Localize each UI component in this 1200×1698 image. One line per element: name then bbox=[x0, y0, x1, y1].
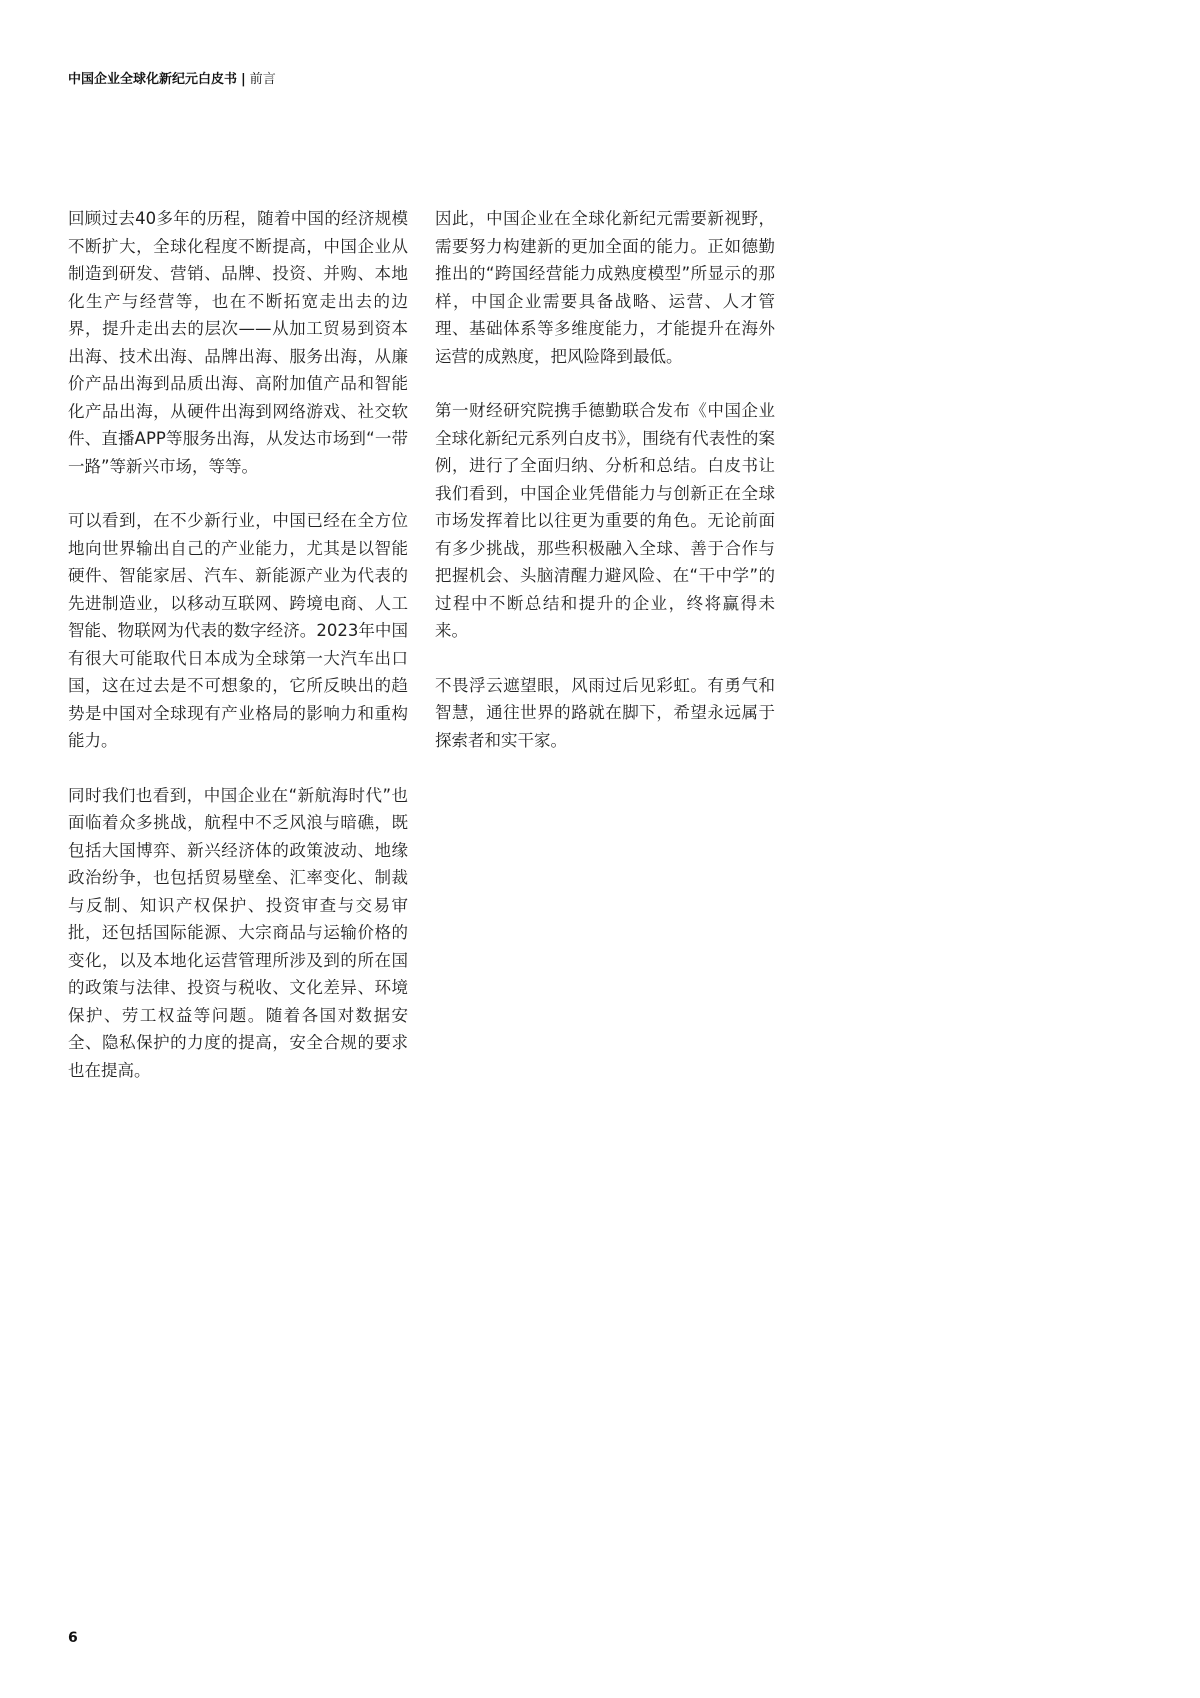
section-name: 前言 bbox=[249, 72, 276, 87]
header-separator: | bbox=[241, 72, 246, 87]
document-title: 中国企业全球化新纪元白皮书 bbox=[68, 72, 238, 87]
paragraph: 回顾过去40多年的历程，随着中国的经济规模不断扩大，全球化程度不断提高，中国企业从制造到研发、营销、品牌、投资、并购、本地化生产与经营等，也在不断拓宽走出去的边界，提升走出去的层次——从加工贸易到资本出海、技术出海、品牌出海、服务出海，从廉价产品出海到品质出海、高附加值产品和智能化产品出海，从硬件出海到网络游戏、社交软件、直播APP等服务出海，从发达市场到“一带一路”等新兴市场，等等。 bbox=[68, 209, 408, 476]
paragraph: 第一财经研究院携手德勤联合发布《中国企业全球化新纪元系列白皮书》，围绕有代表性的案例，进行了全面归纳、分析和总结。白皮书让我们看到，中国企业凭借能力与创新正在全球市场发挥着比以往更为重要的角色。无论前面有多少挑战，那些积极融入全球、善于合作与把握机会、头脑清醒力避风险、在“干中学”的过程中不断总结和提升的企业，终将赢得未来。 bbox=[435, 401, 775, 640]
paragraph: 不畏浮云遮望眼，风雨过后见彩虹。有勇气和智慧，通往世界的路就在脚下，希望永远属于探索者和实干家。 bbox=[435, 675, 775, 750]
paragraph: 同时我们也看到，中国企业在“新航海时代”也面临着众多挑战，航程中不乏风浪与暗礁，既包括大国博弈、新兴经济体的政策波动、地缘政治纷争，也包括贸易壁垒、汇率变化、制裁与反制、知识产权保护、投资审查与交易审批，还包括国际能源、大宗商品与运输价格的变化，以及本地化运营管理所涉及到的所在国的政策与法律、投资与税收、文化差异、环境保护、劳工权益等问题。随着各国对数据安全、隐私保护的力度的提高，安全合规的要求也在提高。 bbox=[68, 785, 408, 1080]
running-header bbox=[68, 68, 276, 87]
page-number: 6 bbox=[68, 1630, 78, 1646]
left-text-column bbox=[68, 205, 408, 1111]
paragraph: 可以看到，在不少新行业，中国已经在全方位地向世界输出自己的产业能力，尤其是以智能硬件、智能家居、汽车、新能源产业为代表的先进制造业，以移动互联网、跨境电商、人工智能、物联网为代表的数字经济。2023年中国有很大可能取代日本成为全球第一大汽车出口国，这在过去是不可想象的，它所反映出的趋势是中国对全球现有产业格局的影响力和重构能力。 bbox=[68, 511, 408, 750]
paragraph: 因此，中国企业在全球化新纪元需要新视野，需要努力构建新的更加全面的能力。正如德勤推出的“跨国经营能力成熟度模型”所显示的那样，中国企业需要具备战略、运营、人才管理、基础体系等多维度能力，才能提升在海外运营的成熟度，把风险降到最低。 bbox=[435, 209, 775, 366]
right-text-column bbox=[435, 205, 775, 781]
